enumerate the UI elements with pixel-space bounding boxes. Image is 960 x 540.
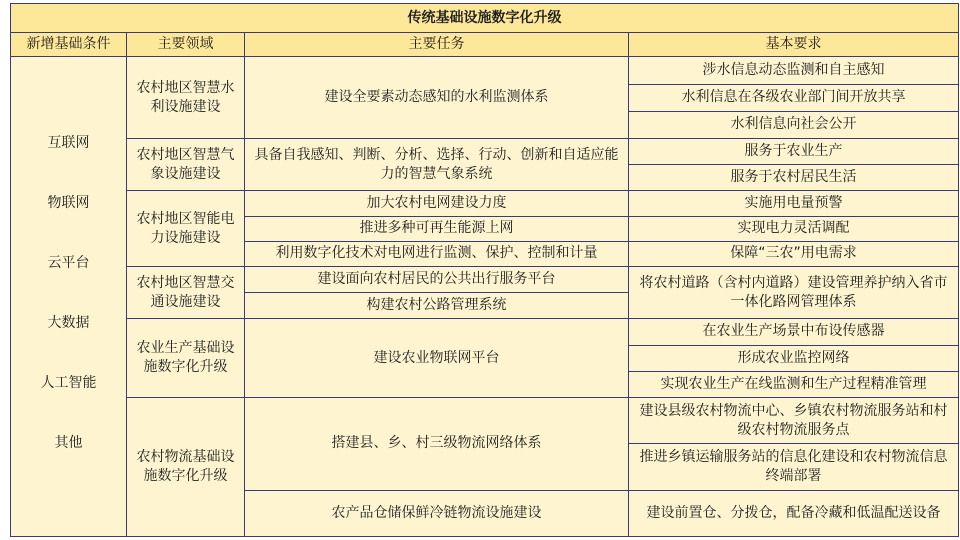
task-power-3: 利用数字化技术对电网进行监测、保护、控制和计量	[245, 241, 629, 266]
condition-other: 其他	[54, 435, 83, 452]
req-agri-2: 形成农业监控网络	[629, 345, 959, 371]
domain-weather: 农村地区智慧气象设施建设	[127, 139, 245, 191]
domain-power: 农村地区智能电力设施建设	[127, 191, 245, 267]
task-agri: 建设农业物联网平台	[245, 319, 629, 398]
domain-transport: 农村地区智慧交通设施建设	[127, 266, 245, 318]
req-water-3: 水利信息向社会公开	[629, 111, 959, 138]
task-transport-1: 建设面向农村居民的公共出行服务平台	[245, 266, 629, 292]
req-agri-3: 实现农业生产在线监测和生产过程精准管理	[629, 371, 959, 397]
task-water: 建设全要素动态感知的水利监测体系	[245, 57, 629, 139]
req-water-2: 水利信息在各级农业部门间开放共享	[629, 84, 959, 111]
req-power-3: 保障“三农”用电需求	[629, 241, 959, 266]
domain-water: 农村地区智慧水利设施建设	[127, 57, 245, 139]
condition-ai: 人工智能	[40, 375, 97, 392]
condition-internet: 互联网	[47, 135, 90, 152]
domain-agri: 农业生产基础设施数字化升级	[127, 319, 245, 398]
req-weather-1: 服务于农业生产	[629, 139, 959, 165]
task-power-2: 推进多种可再生能源上网	[245, 216, 629, 241]
req-logistics-2: 推进乡镇运输服务站的信息化建设和农村物流信息终端部署	[629, 444, 959, 490]
req-logistics-3: 建设前置仓、分拨仓，配备冷藏和低温配送设备	[629, 490, 959, 536]
req-agri-1: 在农业生产场景中布设传感器	[629, 319, 959, 345]
task-transport-2: 构建农村公路管理系统	[245, 293, 629, 319]
req-transport: 将农村道路（含村内道路）建设管理养护纳入省市一体化路网管理体系	[629, 266, 959, 318]
header-conditions: 新增基础条件	[11, 33, 127, 57]
task-logistics-2: 农产品仓储保鲜冷链物流设施建设	[245, 490, 629, 536]
task-weather: 具备自我感知、判断、分析、选择、行动、创新和自适应能力的智慧气象系统	[245, 139, 629, 191]
table-title: 传统基础设施数字化升级	[11, 4, 959, 33]
domain-logistics: 农村物流基础设施数字化升级	[127, 397, 245, 536]
condition-cloud: 云平台	[47, 255, 90, 272]
condition-iot: 物联网	[47, 195, 90, 212]
req-weather-2: 服务于农村居民生活	[629, 165, 959, 191]
header-task: 主要任务	[245, 33, 629, 57]
req-power-2: 实现电力灵活调配	[629, 216, 959, 241]
req-water-1: 涉水信息动态监测和自主感知	[629, 57, 959, 84]
task-logistics-1: 搭建县、乡、村三级物流网络体系	[245, 397, 629, 490]
condition-bigdata: 大数据	[47, 315, 90, 332]
req-power-1: 实施用电量预警	[629, 191, 959, 216]
req-logistics-1: 建设县级农村物流中心、乡镇农村物流服务站和村级农村物流服务点	[629, 397, 959, 443]
conditions-cell	[11, 57, 127, 537]
task-power-1: 加大农村电网建设力度	[245, 191, 629, 216]
header-requirement: 基本要求	[629, 33, 959, 57]
infrastructure-table	[10, 3, 959, 537]
conditions-list	[17, 114, 120, 474]
header-domain: 主要领域	[127, 33, 245, 57]
